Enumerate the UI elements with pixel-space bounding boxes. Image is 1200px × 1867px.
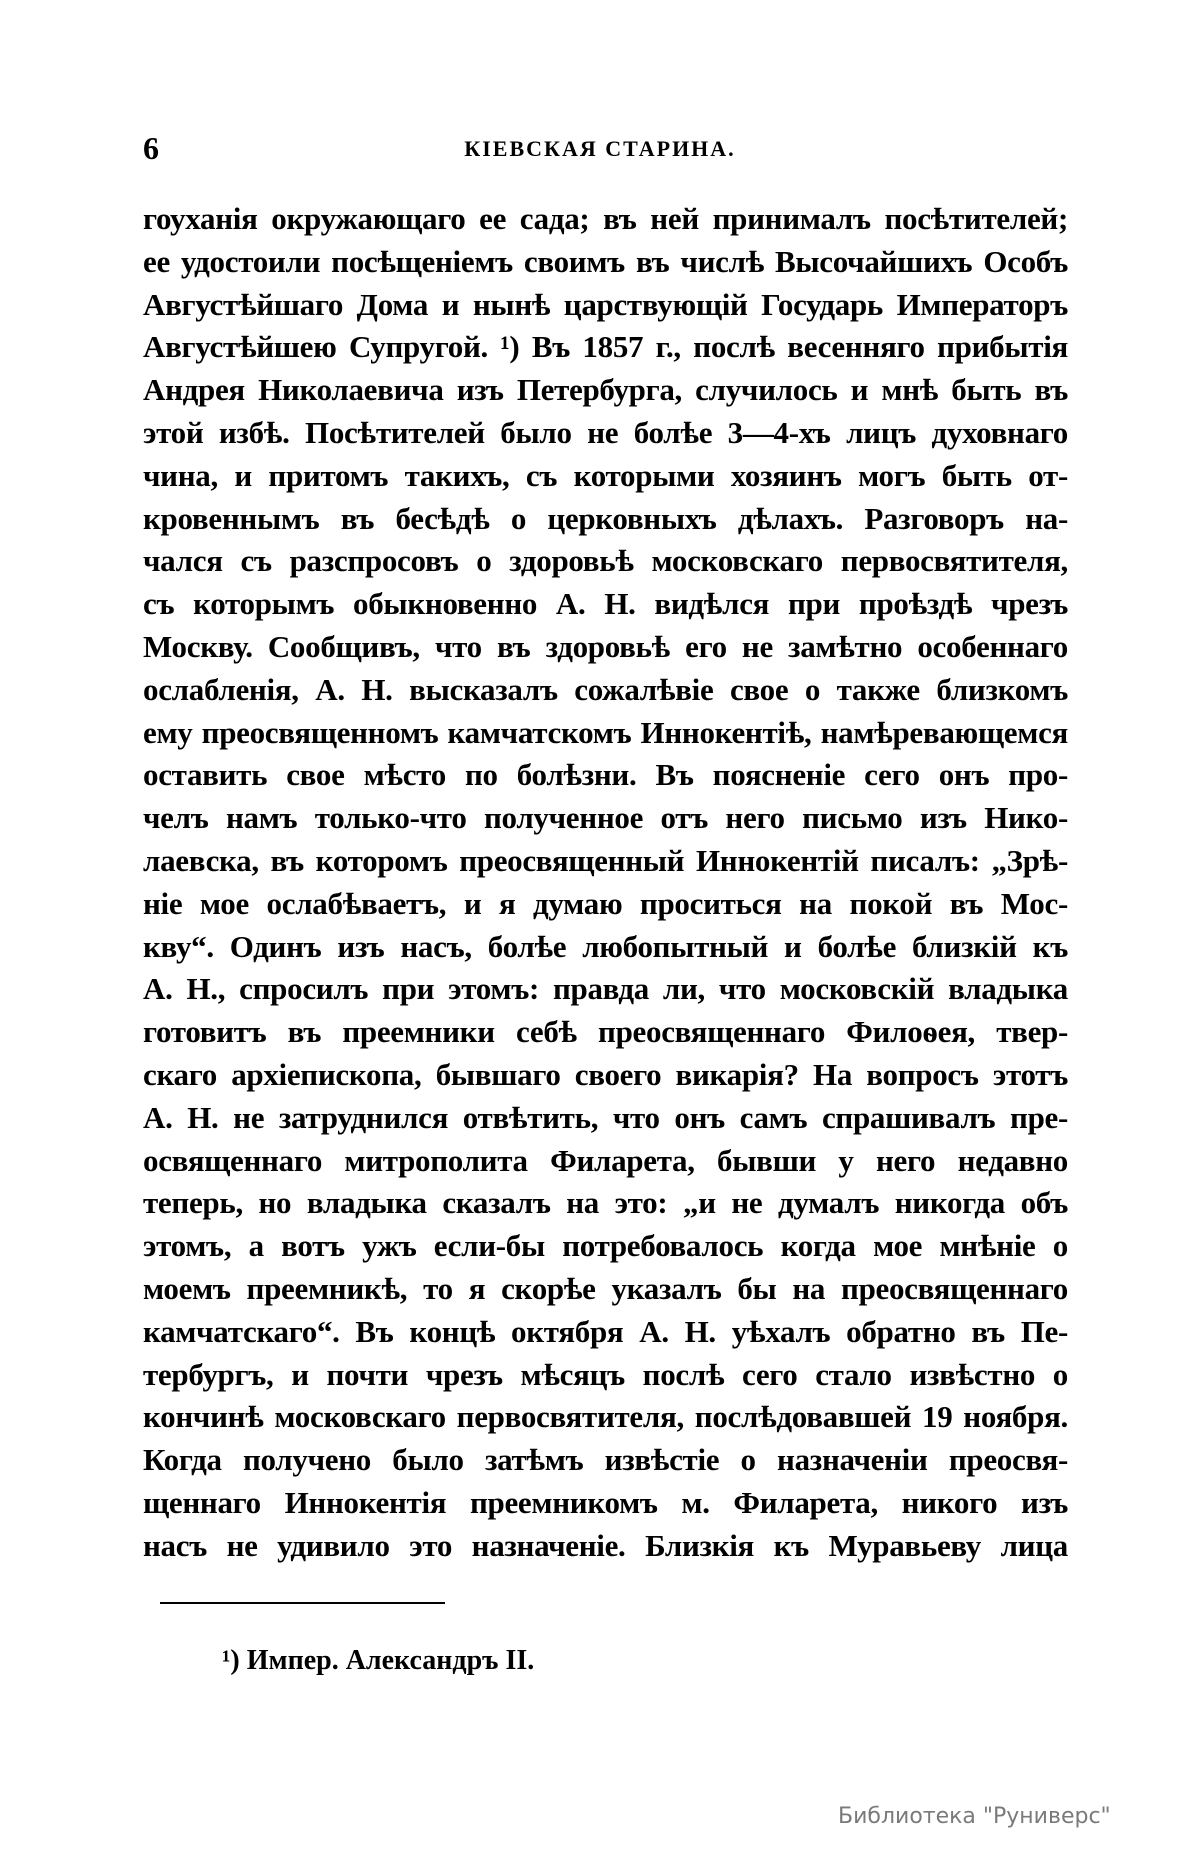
library-watermark: Библиотека "Руниверс" [838, 1804, 1111, 1829]
text-line: съ которымъ обыкновенно А. Н. видѣлся при проѣздѣ чрезъ [143, 586, 1068, 622]
text-line: Августѣйшею Супругой. ¹) Въ 1857 г., послѣ весенняго прибытія [143, 329, 1068, 365]
text-line: чался съ разспросовъ о здоровьѣ московскаго первосвятителя, [143, 543, 1068, 579]
text-line: кровеннымъ въ бесѣдѣ о церковныхъ дѣлахъ. Разговоръ на- [143, 500, 1068, 536]
running-title: КІЕВСКАЯ СТАРИНА. [464, 136, 736, 161]
text-line: насъ не удивило это назначеніе. Близкія къ Муравьеву лица [143, 1527, 1068, 1563]
text-line: этомъ, а вотъ ужъ если-бы потребовалось когда мое мнѣніе о [143, 1228, 1068, 1264]
text-line: А. Н. не затруднился отвѣтить, что онъ самъ спрашивалъ пре- [143, 1099, 1068, 1135]
text-line: ніе мое ослабѣваетъ, и я думаю проситься на покой въ Мос- [143, 885, 1068, 921]
text-line: этой избѣ. Посѣтителей было не болѣе 3—4-хъ лицъ духовнаго [143, 414, 1068, 450]
text-line: ослабленія, А. Н. высказалъ сожалѣвіе свое о также близкомъ [143, 671, 1068, 707]
text-line: Когда получено было затѣмъ извѣстіе о назначеніи преосвя- [143, 1442, 1068, 1478]
text-line: моемъ преемникѣ, то я скорѣе указалъ бы на преосвященнаго [143, 1270, 1068, 1306]
text-line: ее удостоили посѣщеніемъ своимъ въ числѣ Высочайшихъ Особъ [143, 243, 1068, 279]
text-line: ему преосвященномъ камчатскомъ Иннокентіѣ, намѣревающемся [143, 714, 1068, 750]
text-line: челъ намъ только-что полученное отъ него письмо изъ Нико- [143, 800, 1068, 836]
text-line: Москву. Сообщивъ, что въ здоровьѣ его не замѣтно особеннаго [143, 628, 1068, 664]
text-line: Августѣйшаго Дома и нынѣ царствующій Государь Императоръ [143, 286, 1068, 322]
text-line: скаго архіепископа, бывшаго своего викарія? На вопросъ этотъ [143, 1056, 1068, 1092]
footnote-divider [160, 1602, 445, 1604]
page-number: 6 [143, 130, 159, 166]
body-text [143, 198, 1068, 1568]
text-line: чина, и притомъ такихъ, съ которыми хозяинъ могъ быть от- [143, 457, 1068, 493]
text-line: оставить свое мѣсто по болѣзни. Въ поясненіе сего онъ про- [143, 757, 1068, 793]
text-line: освященнаго митрополита Филарета, бывши у него недавно [143, 1142, 1068, 1178]
text-line: камчатскаго“. Въ концѣ октября А. Н. уѣхалъ обратно въ Пе- [143, 1313, 1068, 1349]
text-line: тербургъ, и почти чрезъ мѣсяцъ послѣ сего стало извѣстно о [143, 1356, 1068, 1392]
text-line: Андрея Николаевича изъ Петербурга, случилось и мнѣ быть въ [143, 372, 1068, 408]
text-line: щеннаго Иннокентія преемникомъ м. Филарета, никого изъ [143, 1484, 1068, 1520]
text-line: гоуханія окружающаго ее сада; въ ней принималъ посѣтителей; [143, 201, 1068, 236]
text-line: кончинѣ московскаго первосвятителя, послѣдовавшей 19 ноября. [143, 1399, 1068, 1435]
text-line: теперь, но владыка сказалъ на это: „и не думалъ никогда объ [143, 1185, 1068, 1221]
text-line: лаевска, въ которомъ преосвященный Иннокентій писалъ: „Зрѣ- [143, 842, 1068, 878]
footnote: ¹) Импер. Александръ II. [222, 1645, 535, 1676]
text-line: А. Н., спросилъ при этомъ: правда ли, что московскій владыка [143, 971, 1068, 1007]
text-line: кву“. Одинъ изъ насъ, болѣе любопытный и болѣе близкій къ [143, 928, 1068, 964]
text-line: готовитъ въ преемники себѣ преосвященнаго Филоѳея, твер- [143, 1014, 1068, 1050]
